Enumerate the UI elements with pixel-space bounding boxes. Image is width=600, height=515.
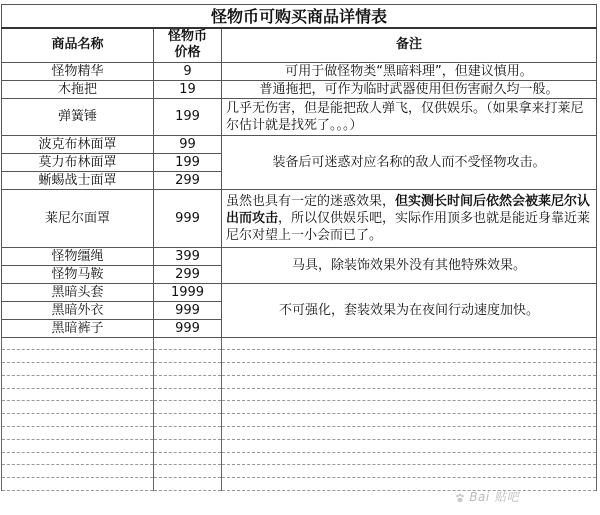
empty-row [2,363,597,376]
item-name: 黑暗头套 [2,283,154,301]
empty-row [2,452,597,465]
item-table [1,4,597,491]
item-name: 怪物精华 [2,62,154,80]
note-text: 虽然也具有一定的迷惑效果， [226,193,396,209]
header-price-line2: 价格 [174,45,201,61]
item-note: 普通拖把，可作为临时武器使用但伤害耐久均一般。 [222,80,597,98]
item-price: 999 [154,189,222,247]
item-name: 黑暗外衣 [2,301,154,319]
paw-icon [455,493,465,503]
header-price [154,28,222,62]
header-name: 商品名称 [2,28,154,62]
item-note: 可用于做怪物类“黑暗料理”，但建议慎用。 [222,62,597,80]
note-emphasis: 但实测长时间后依然会被莱尼尔认出而攻击 [226,193,591,226]
item-price: 9 [154,62,222,80]
empty-row [2,465,597,478]
empty-row [2,388,597,401]
item-price: 999 [154,301,222,319]
item-name: 怪物缰绳 [2,247,154,265]
item-name: 木拖把 [2,80,154,98]
item-price: 199 [154,153,222,171]
item-name: 弹簧锤 [2,98,154,135]
watermark [455,488,519,505]
item-price: 1999 [154,283,222,301]
empty-row [2,427,597,440]
item-price: 299 [154,265,222,283]
empty-row [2,375,597,388]
empty-row [2,401,597,414]
item-price: 99 [154,135,222,153]
item-note: 几乎无伤害，但是能把敌人弹飞，仅供娱乐。（如果拿来打莱尼尔估计就是找死了。。。） [222,98,597,135]
item-name: 蜥蜴战士面罩 [2,171,154,189]
item-note [222,189,597,247]
item-note: 马具，除装饰效果外没有其他特殊效果。 [222,247,597,283]
empty-row [2,439,597,452]
note-text: ，所以仅供娱乐吧，实际作用顶多也就是能近身靠近莱尼尔对望上一小会而已了。 [226,210,591,243]
empty-row [2,414,597,427]
watermark-text: Bai 贴吧 [469,490,520,504]
item-price: 999 [154,319,222,337]
item-price: 199 [154,98,222,135]
table-title: 怪物币可购买商品详情表 [2,5,597,29]
item-price: 19 [154,80,222,98]
item-name: 怪物马鞍 [2,265,154,283]
item-name: 黑暗裤子 [2,319,154,337]
empty-row [2,337,597,350]
item-name: 莱尼尔面罩 [2,189,154,247]
item-note: 装备后可迷惑对应名称的敌人而不受怪物攻击。 [222,135,597,189]
header-price-line1: 怪物币 [167,29,207,45]
item-name: 莫力布林面罩 [2,153,154,171]
header-note: 备注 [222,28,597,62]
item-name: 波克布林面罩 [2,135,154,153]
empty-row [2,350,597,363]
item-price: 399 [154,247,222,265]
item-note: 不可强化，套装效果为在夜间行动速度加快。 [222,283,597,337]
item-price: 299 [154,171,222,189]
